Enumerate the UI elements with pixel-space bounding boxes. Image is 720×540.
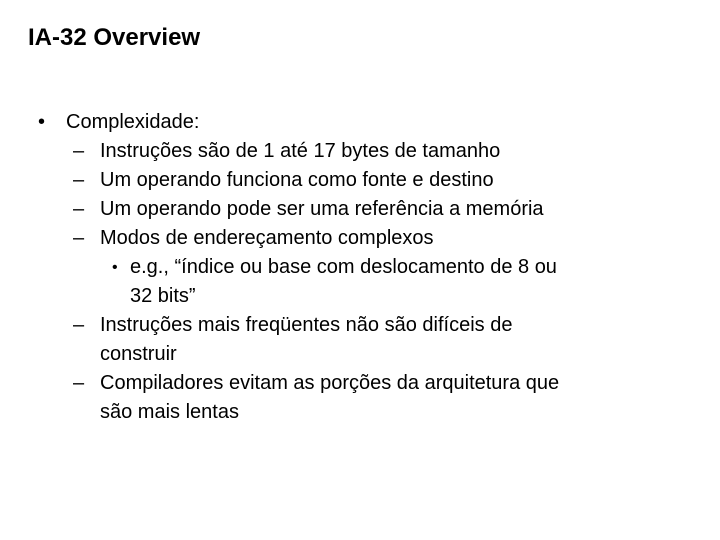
list-item-text: Instruções são de 1 até 17 bytes de tamanho <box>100 140 501 162</box>
list-item <box>0 253 720 282</box>
list-item-text: e.g., “índice ou base com deslocamento de 8 ou <box>130 256 557 278</box>
list-item <box>0 369 720 398</box>
list-item-text: Um operando funciona como fonte e destino <box>100 169 494 191</box>
dash-marker: – <box>73 140 85 162</box>
list-item-text: 32 bits” <box>130 285 196 307</box>
list-item-text: Compiladores evitam as porções da arquitetura que <box>100 372 560 394</box>
list-item <box>0 166 720 195</box>
bullet-marker: • <box>112 259 118 276</box>
list-item-continuation <box>0 340 720 369</box>
bullet-list <box>0 108 720 427</box>
dash-marker: – <box>73 314 85 336</box>
dash-marker: – <box>73 169 85 191</box>
slide-title: IA-32 Overview <box>28 24 201 51</box>
dash-marker: – <box>73 372 85 394</box>
list-item-text: Instruções mais freqüentes não são difíceis de <box>100 314 513 336</box>
list-item-continuation <box>0 282 720 311</box>
list-item-text: construir <box>100 343 177 365</box>
dash-marker: – <box>73 227 85 249</box>
list-item <box>0 108 720 137</box>
list-item-continuation <box>0 398 720 427</box>
dash-marker: – <box>73 198 85 220</box>
list-item <box>0 137 720 166</box>
list-item-text: Modos de endereçamento complexos <box>100 227 434 249</box>
bullet-marker: • <box>38 111 46 133</box>
list-item <box>0 224 720 253</box>
list-item-text: Complexidade: <box>66 111 200 133</box>
list-item <box>0 195 720 224</box>
list-item-text: são mais lentas <box>100 401 239 423</box>
list-item-text: Um operando pode ser uma referência a memória <box>100 198 544 220</box>
list-item <box>0 311 720 340</box>
